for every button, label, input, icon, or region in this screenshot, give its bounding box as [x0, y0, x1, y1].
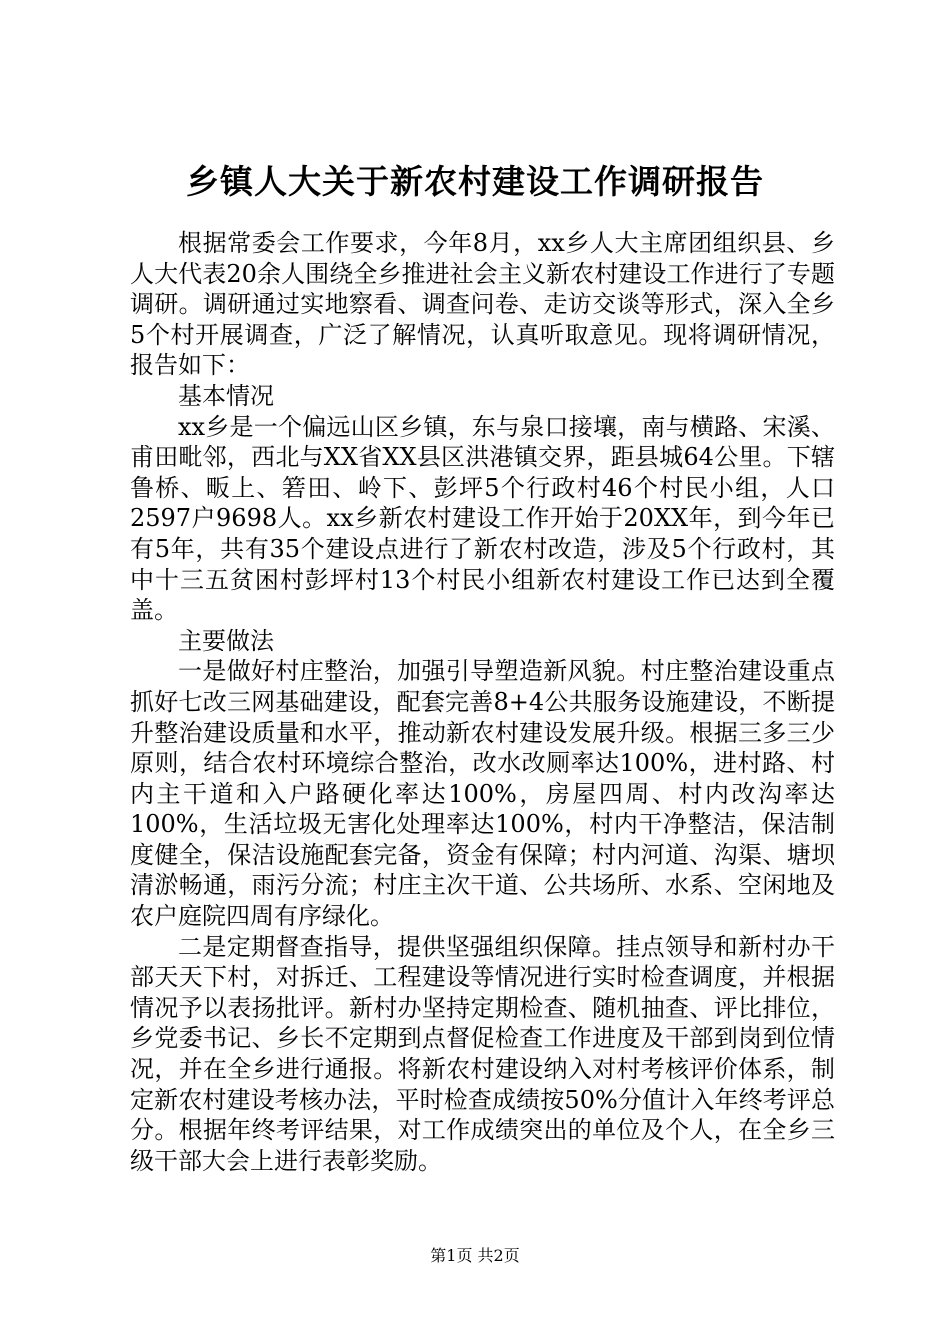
paragraph-practice-two: 二是定期督查指导，提供坚强组织保障。挂点领导和新村办干部天天下村，对拆迁、工程建设等情况进行实时检查调度，并根据情况予以表扬批评。新村办坚持定期检查、随机抽查、评比排位，乡党委书记、乡长不定期到点督促检查工作进度及干部到岗到位情况，并在全乡进行通报。将新农村建设纳入对村考核评价体系，制定新农村建设考核办法，平时检查成绩按50%分值计入年终考评总分。根据年终考评结果，对工作成绩突出的单位及个人，在全乡三级干部大会上进行表彰奖励。: [130, 932, 835, 1175]
paragraph-practice-one: 一是做好村庄整治，加强引导塑造新风貌。村庄整治建设重点抓好七改三网基础建设，配套完善8+4公共服务设施建设，不断提升整治建设质量和水平，推动新农村建设发展升级。根据三多三少原则，结合农村环境综合整治，改水改厕率达100%，进村路、村内主干道和入户路硬化率达100%，房屋四周、村内改沟率达100%，生活垃圾无害化处理率达100%，村内干净整洁，保洁制度健全，保洁设施配套完备，资金有保障；村内河道、沟渠、塘坝清淤畅通，雨污分流；村庄主次干道、公共场所、水系、空闲地及农户庭院四周有序绿化。: [130, 657, 835, 931]
section-heading-main-practices: 主要做法: [178, 626, 274, 655]
section-heading-basic-situation: 基本情况: [178, 381, 274, 410]
paragraph-intro: 根据常委会工作要求，今年8月，xx乡人大主席团组织县、乡人大代表20余人围绕全乡推进社会主义新农村建设工作进行了专题调研。调研通过实地察看、调查问卷、走访交谈等形式，深入全乡5个村开展调查，广泛了解情况，认真听取意见。现将调研情况，报告如下：: [130, 229, 835, 380]
paragraph-basic-situation: xx乡是一个偏远山区乡镇，东与泉口接壤，南与横路、宋溪、甫田毗邻，西北与XX省XX县区洪港镇交界，距县城64公里。下辖鲁桥、畈上、箬田、岭下、彭坪5个行政村46个村民小组，人口2597户9698人。xx乡新农村建设工作开始于20XX年，到今年已有5年，共有35个建设点进行了新农村改造，涉及5个行政村，其中十三五贫困村彭坪村13个村民小组新农村建设工作已达到全覆盖。: [130, 412, 835, 625]
page-number-footer: 第1页 共2页: [430, 1246, 520, 1265]
document-body: [130, 228, 835, 1176]
document-title: 乡镇人大关于新农村建设工作调研报告: [186, 162, 764, 201]
